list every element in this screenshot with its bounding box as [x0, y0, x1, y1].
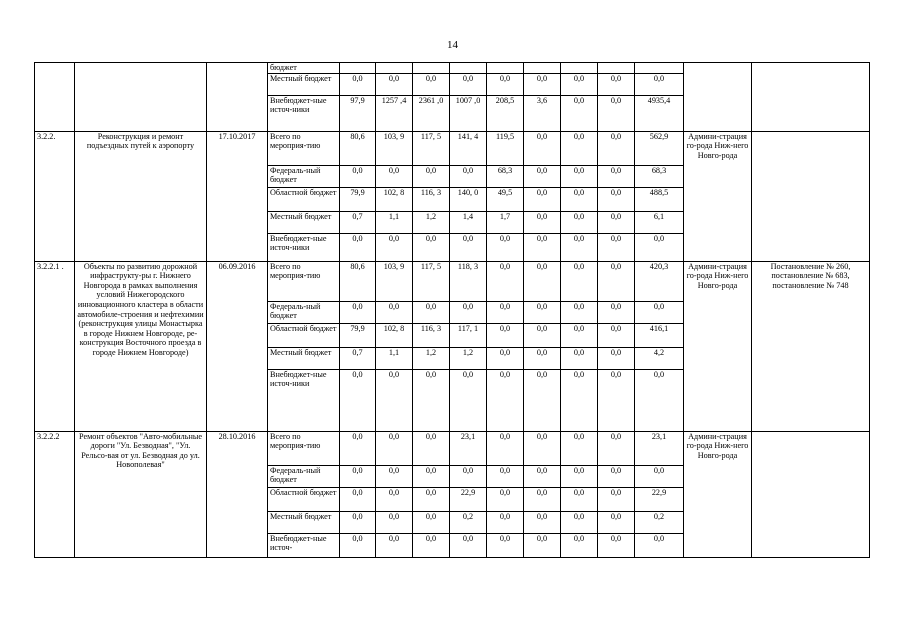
- value-cell: 0,0: [598, 73, 635, 95]
- item-basis: Постановление № 260, постановление № 683, постановление № 748: [752, 261, 870, 431]
- value-cell: 0,0: [598, 511, 635, 533]
- value-cell: 0,0: [413, 73, 450, 95]
- value-cell: 1,4: [450, 211, 487, 233]
- value-cell: 0,0: [487, 233, 524, 261]
- value-cell: 0,0: [340, 511, 376, 533]
- value-cell: 0,0: [524, 165, 561, 187]
- value-cell: 0,2: [635, 511, 684, 533]
- value-cell: 4935,4: [635, 95, 684, 131]
- source-cell: Внебюджет-ные источ-ники: [268, 369, 340, 431]
- value-cell: 0,0: [598, 261, 635, 301]
- value-cell: 0,0: [340, 533, 376, 557]
- value-cell: 0,0: [598, 487, 635, 511]
- value-cell: 0,0: [376, 73, 413, 95]
- value-cell: 0,0: [487, 369, 524, 431]
- value-cell: 0,0: [524, 487, 561, 511]
- value-cell: 0,0: [450, 73, 487, 95]
- table-row: [35, 431, 870, 465]
- item-code: 3.2.2.2: [35, 431, 75, 557]
- value-cell: 0,0: [413, 511, 450, 533]
- source-cell: Областной бюджет: [268, 323, 340, 347]
- value-cell: 0,0: [598, 301, 635, 323]
- item-name: Реконструкция и ремонт подъездных путей к аэропорту: [75, 131, 207, 261]
- value-cell: 23,1: [450, 431, 487, 465]
- value-cell: 0,0: [524, 369, 561, 431]
- value-cell: 0,0: [598, 211, 635, 233]
- value-cell: 0,0: [413, 165, 450, 187]
- item-executor: Админи-страция го-рода Ниж-него Новго-рода: [684, 131, 752, 261]
- value-cell: 0,0: [340, 487, 376, 511]
- value-cell: 0,0: [376, 233, 413, 261]
- value-cell: 0,0: [524, 211, 561, 233]
- value-cell: 0,0: [524, 323, 561, 347]
- value-cell: 0,0: [561, 465, 598, 487]
- value-cell: 0,0: [413, 487, 450, 511]
- value-cell: 0,0: [487, 487, 524, 511]
- source-cell: Местный бюджет: [268, 347, 340, 369]
- value-cell: 0,0: [413, 301, 450, 323]
- item-date: 28.10.2016: [207, 431, 268, 557]
- value-cell: 0,0: [340, 431, 376, 465]
- value-cell: 0,0: [561, 369, 598, 431]
- value-cell: 0,0: [340, 301, 376, 323]
- value-cell: 0,0: [487, 431, 524, 465]
- value-cell: 23,1: [635, 431, 684, 465]
- value-cell: 0,0: [340, 465, 376, 487]
- value-cell: 0,0: [413, 533, 450, 557]
- value-cell: 0,0: [487, 73, 524, 95]
- value-cell: 0,0: [413, 369, 450, 431]
- source-cell: Местный бюджет: [268, 511, 340, 533]
- value-cell: 0,0: [561, 95, 598, 131]
- item-date: 17.10.2017: [207, 131, 268, 261]
- value-cell: 0,0: [413, 233, 450, 261]
- value-cell: 22,9: [450, 487, 487, 511]
- name-cell: [75, 63, 207, 132]
- value-cell: 103, 9: [376, 131, 413, 165]
- value-cell: 0,0: [450, 465, 487, 487]
- source-cell: Всего по мероприя-тию: [268, 261, 340, 301]
- value-cell: [450, 63, 487, 74]
- source-cell: бюджет: [268, 63, 340, 74]
- value-cell: 118, 3: [450, 261, 487, 301]
- item-code: 3.2.2.1 .: [35, 261, 75, 431]
- value-cell: 0,0: [561, 511, 598, 533]
- value-cell: 117, 5: [413, 131, 450, 165]
- table-row: [35, 131, 870, 165]
- value-cell: 1,2: [413, 347, 450, 369]
- value-cell: 119,5: [487, 131, 524, 165]
- value-cell: 0,0: [635, 533, 684, 557]
- value-cell: 0,0: [524, 73, 561, 95]
- item-executor: Админи-страция го-рода Ниж-него Новго-рода: [684, 261, 752, 431]
- value-cell: 0,0: [524, 465, 561, 487]
- value-cell: 0,0: [450, 301, 487, 323]
- item-name: Ремонт объектов "Авто-мобильные дороги "Ул. Безводная", "Ул. Рельсо-вая от ул. Безводная до ул. Новополевая": [75, 431, 207, 557]
- value-cell: 0,0: [598, 431, 635, 465]
- source-cell: Федераль-ный бюджет: [268, 165, 340, 187]
- value-cell: 0,0: [561, 301, 598, 323]
- value-cell: 0,0: [376, 369, 413, 431]
- value-cell: 0,0: [561, 165, 598, 187]
- value-cell: 0,0: [524, 511, 561, 533]
- value-cell: [413, 63, 450, 74]
- value-cell: [561, 63, 598, 74]
- value-cell: [524, 63, 561, 74]
- value-cell: 79,9: [340, 323, 376, 347]
- value-cell: 2361 ,0: [413, 95, 450, 131]
- value-cell: 0,0: [376, 465, 413, 487]
- value-cell: [635, 63, 684, 74]
- value-cell: 0,0: [524, 347, 561, 369]
- source-cell: Всего по мероприя-тию: [268, 131, 340, 165]
- value-cell: 0,0: [524, 261, 561, 301]
- value-cell: 0,0: [598, 369, 635, 431]
- executor-cell: [684, 63, 752, 132]
- value-cell: [340, 63, 376, 74]
- value-cell: 102, 8: [376, 323, 413, 347]
- value-cell: 0,0: [635, 465, 684, 487]
- value-cell: 0,0: [635, 73, 684, 95]
- value-cell: 80,6: [340, 261, 376, 301]
- value-cell: 68,3: [635, 165, 684, 187]
- value-cell: 0,0: [413, 431, 450, 465]
- value-cell: 0,0: [487, 261, 524, 301]
- basis-cell: [752, 63, 870, 132]
- value-cell: 141, 4: [450, 131, 487, 165]
- value-cell: 80,6: [340, 131, 376, 165]
- value-cell: 0,0: [340, 233, 376, 261]
- value-cell: 1,2: [450, 347, 487, 369]
- item-basis: [752, 431, 870, 557]
- value-cell: 0,0: [376, 301, 413, 323]
- value-cell: 562,9: [635, 131, 684, 165]
- value-cell: [598, 63, 635, 74]
- value-cell: 0,0: [376, 431, 413, 465]
- value-cell: 0,7: [340, 211, 376, 233]
- code-cell: [35, 63, 75, 132]
- source-cell: Областной бюджет: [268, 187, 340, 211]
- value-cell: 4,2: [635, 347, 684, 369]
- value-cell: 0,0: [487, 347, 524, 369]
- value-cell: 0,0: [524, 233, 561, 261]
- value-cell: 0,0: [524, 431, 561, 465]
- value-cell: 0,0: [598, 95, 635, 131]
- value-cell: 0,0: [376, 533, 413, 557]
- value-cell: 102, 8: [376, 187, 413, 211]
- value-cell: 0,0: [524, 131, 561, 165]
- value-cell: 0,0: [598, 165, 635, 187]
- value-cell: 0,0: [450, 369, 487, 431]
- value-cell: 0,0: [561, 187, 598, 211]
- value-cell: 6,1: [635, 211, 684, 233]
- value-cell: 0,0: [487, 533, 524, 557]
- page-number: 14: [447, 39, 458, 51]
- value-cell: 1257 ,4: [376, 95, 413, 131]
- value-cell: 97,9: [340, 95, 376, 131]
- value-cell: 0,0: [598, 533, 635, 557]
- value-cell: 0,0: [376, 511, 413, 533]
- source-cell: Федераль-ный бюджет: [268, 465, 340, 487]
- value-cell: 0,0: [340, 369, 376, 431]
- source-cell: Внебюджет-ные источ-ники: [268, 95, 340, 131]
- value-cell: 0,0: [635, 233, 684, 261]
- source-cell: Местный бюджет: [268, 211, 340, 233]
- value-cell: 0,0: [561, 431, 598, 465]
- source-cell: Местный бюджет: [268, 73, 340, 95]
- value-cell: 0,0: [450, 233, 487, 261]
- table-row: [35, 261, 870, 301]
- value-cell: 0,0: [635, 369, 684, 431]
- value-cell: 0,7: [340, 347, 376, 369]
- value-cell: 103, 9: [376, 261, 413, 301]
- value-cell: 0,0: [561, 73, 598, 95]
- value-cell: 3,6: [524, 95, 561, 131]
- value-cell: 1,1: [376, 347, 413, 369]
- source-cell: Всего по мероприя-тию: [268, 431, 340, 465]
- value-cell: 0,0: [487, 301, 524, 323]
- value-cell: 1007 ,0: [450, 95, 487, 131]
- date-cell: [207, 63, 268, 132]
- value-cell: 1,2: [413, 211, 450, 233]
- value-cell: 0,0: [340, 73, 376, 95]
- value-cell: 0,0: [561, 211, 598, 233]
- financing-table: [34, 62, 870, 558]
- value-cell: 0,0: [413, 465, 450, 487]
- source-cell: Внебюджет-ные источ-ники: [268, 233, 340, 261]
- value-cell: 1,7: [487, 211, 524, 233]
- source-cell: Областной бюджет: [268, 487, 340, 511]
- value-cell: 22,9: [635, 487, 684, 511]
- value-cell: 0,0: [561, 261, 598, 301]
- item-basis: [752, 131, 870, 261]
- value-cell: [487, 63, 524, 74]
- value-cell: 0,0: [524, 533, 561, 557]
- item-date: 06.09.2016: [207, 261, 268, 431]
- value-cell: 0,0: [561, 323, 598, 347]
- value-cell: 0,0: [598, 131, 635, 165]
- value-cell: 116, 3: [413, 187, 450, 211]
- value-cell: 420,3: [635, 261, 684, 301]
- value-cell: 0,0: [598, 187, 635, 211]
- source-cell: Федераль-ный бюджет: [268, 301, 340, 323]
- item-code: 3.2.2.: [35, 131, 75, 261]
- value-cell: 0,0: [561, 131, 598, 165]
- value-cell: 0,0: [598, 233, 635, 261]
- value-cell: 0,0: [487, 323, 524, 347]
- value-cell: 0,0: [376, 165, 413, 187]
- value-cell: 0,0: [487, 465, 524, 487]
- value-cell: 0,0: [598, 465, 635, 487]
- value-cell: 1,1: [376, 211, 413, 233]
- value-cell: 0,0: [524, 301, 561, 323]
- value-cell: 0,0: [598, 323, 635, 347]
- value-cell: 117, 5: [413, 261, 450, 301]
- value-cell: 140, 0: [450, 187, 487, 211]
- value-cell: 208,5: [487, 95, 524, 131]
- value-cell: 488,5: [635, 187, 684, 211]
- value-cell: 0,0: [450, 165, 487, 187]
- table-row: [35, 63, 870, 74]
- value-cell: 0,0: [561, 233, 598, 261]
- value-cell: 0,0: [561, 487, 598, 511]
- value-cell: 0,0: [487, 511, 524, 533]
- value-cell: 0,0: [376, 487, 413, 511]
- value-cell: 68,3: [487, 165, 524, 187]
- value-cell: 117, 1: [450, 323, 487, 347]
- item-executor: Админи-страция го-рода Ниж-него Новго-рода: [684, 431, 752, 557]
- value-cell: 0,0: [598, 347, 635, 369]
- value-cell: 0,0: [524, 187, 561, 211]
- value-cell: [376, 63, 413, 74]
- value-cell: 0,0: [450, 533, 487, 557]
- value-cell: 49,5: [487, 187, 524, 211]
- value-cell: 0,0: [561, 533, 598, 557]
- value-cell: 0,0: [340, 165, 376, 187]
- item-name: Объекты по развитию дорожной инфраструкту-ры г. Нижнего Новгорода в рамках выполнения условий Нижегородского инновационного кластера в области автомобиле-строения и нефтехимии (реконструкция улицы Монастырка в городе Нижнем Новгороде, ре-конструкция Восточного проезда в городе Нижнем Новгороде): [75, 261, 207, 431]
- value-cell: 0,0: [635, 301, 684, 323]
- value-cell: 416,1: [635, 323, 684, 347]
- value-cell: 0,0: [561, 347, 598, 369]
- value-cell: 79,9: [340, 187, 376, 211]
- source-cell: Внебюджет-ные источ-: [268, 533, 340, 557]
- value-cell: 116, 3: [413, 323, 450, 347]
- value-cell: 0,2: [450, 511, 487, 533]
